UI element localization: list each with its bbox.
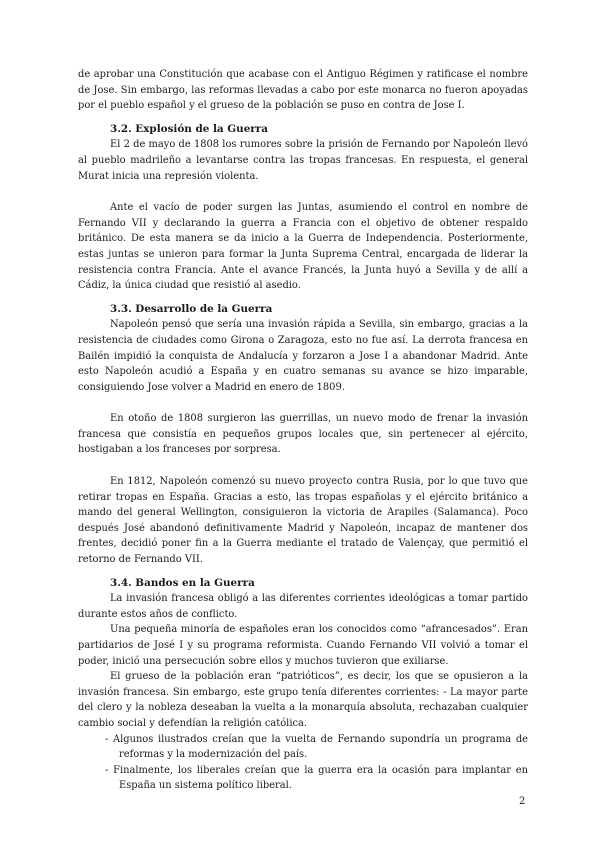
bandos-paragraph-1: La invasión francesa obligó a las diferentes corrientes ideológicas a tomar partido durante estos años de conflicto. xyxy=(78,593,528,620)
heading-desarrollo: 3.3. Desarrollo de la Guerra xyxy=(110,302,273,315)
page-number: 2 xyxy=(519,796,526,807)
explosion-paragraph-2: Ante el vacío de poder surgen las Juntas, asumiendo el control en nombre de Fernando VII y declarando la guerra a Francia con el objetivo de obtener respaldo británico. De esta manera se da inicio a la Guerra de Independencia. Posteriormente, estas juntas se unieron para formar la Junta Suprema Central, encargada de liderar la resistencia contra Francia. Ante el avance Francés, la Junta huyó a Sevilla y de allí a Cádiz, la única ciudad que resistió al asedio. xyxy=(78,202,528,292)
bandos-paragraph-3: El grueso de la población eran “patrióticos”, es decir, los que se opusieron a la invasión francesa. Sin embargo, este grupo tenía diferentes corrientes: - La mayor parte del clero y la nobleza deseaban la vuelta a la monarquía absoluta, rechazaban cualquier cambio social y defendían la religión católica. xyxy=(78,671,528,729)
explosion-paragraph-1: El 2 de mayo de 1808 los rumores sobre la prisión de Fernando por Napoleón llevó al pueblo madrileño a levantarse contra las tropas francesas. En respuesta, el general Murat inicia una represión violenta. xyxy=(78,139,528,182)
list-item: - Algunos ilustrados creían que la vuelta de Fernando supondría un programa de reformas y la modernización del país. xyxy=(105,733,528,761)
desarrollo-paragraph-1: Napoleón pensó que sería una invasión rápida a Sevilla, sin embargo, gracias a la resistencia de ciudades como Girona o Zaragoza, esto no fue así. La derrota francesa en Bailén impidió la conquista de Andalucía y forzaron a Jose I a abandonar Madrid. Ante esto Napoleón acudió a España y en cuatro semanas su avance se hizo imparable, consiguiendo Jose volver a Madrid en enero de 1809. xyxy=(78,319,528,393)
desarrollo-paragraph-2: En otoño de 1808 surgieron las guerrillas, un nuevo modo de frenar la invasión francesa que consistía en pequeños grupos locales que, sin pertenecer al ejército, hostigaban a los franceses por sorpresa. xyxy=(78,413,528,456)
list-item: - Finalmente, los liberales creían que la guerra era la ocasión para implantar en España un sistema político liberal. xyxy=(105,764,528,792)
bandos-paragraph-2: Una pequeña minoría de españoles eran los conocidos como “afrancesados”. Eran partidarios de José I y su programa reformista. Cuando Fernando VII volvió a tomar el poder, inició una persecución sobre ellos y muchos tuvieron que exiliarse. xyxy=(78,624,528,667)
bandos-list xyxy=(78,732,528,794)
desarrollo-paragraph-3: En 1812, Napoleón comenzó su nuevo proyecto contra Rusia, por lo que tuvo que retirar tropas en España. Gracias a esto, las tropas españolas y el ejército británico a mando del general Wellington, consiguieron la victoria de Arapiles (Salamanca). Poco después José abandonó definitivamente Madrid y Napoleón, incapaz de mantener dos frentes, decidió poner fin a la Guerra mediante el tratado de Valençay, que permitió el retorno de Fernando VII. xyxy=(78,476,528,566)
heading-explosion: 3.2. Explosión de la Guerra xyxy=(110,122,268,135)
intro-paragraph: de aprobar una Constitución que acabase con el Antiguo Régimen y ratificase el nombre de Jose. Sin embargo, las reformas llevadas a cabo por este monarca no fueron apoyadas por el pueblo español y el grueso de la población se puso en contra de Jose I. xyxy=(78,69,528,112)
page-content xyxy=(78,67,528,794)
heading-bandos: 3.4. Bandos en la Guerra xyxy=(110,576,255,589)
